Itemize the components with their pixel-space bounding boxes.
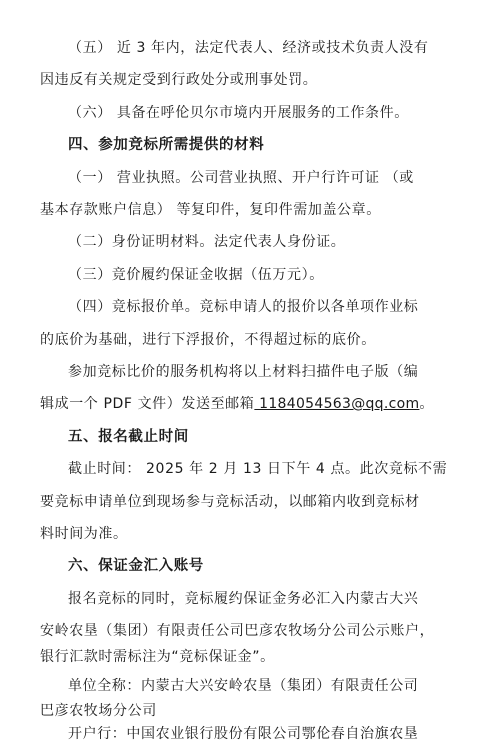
paragraph-line: （一） 营业执照。公司营业执照、开户行许可证 （或	[68, 170, 414, 186]
section-heading: 四、参加竞标所需提供的材料	[68, 137, 265, 153]
paragraph-line: 基本存款账户信息） 等复印件，复印件需加盖公章。	[40, 202, 381, 218]
paragraph-line: 因违反有关规定受到行政处分或刑事处罚。	[40, 72, 318, 88]
section-heading: 六、保证金汇入账号	[68, 558, 204, 574]
paragraph-line: 开户行：中国农业银行股份有限公司鄂伦春自治旗农垦	[68, 726, 419, 742]
paragraph-line: 的底价为基础，进行下浮报价，不得超过标的底价。	[40, 332, 376, 348]
paragraph-line: 参加竞标比价的服务机构将以上材料扫描件电子版（编	[68, 364, 419, 380]
paragraph-text: 。	[419, 396, 435, 412]
paragraph-line: 截止时间： 2025 年 2 月 13 日下午 4 点。此次竞标不需	[68, 461, 448, 477]
paragraph-line: 安岭农垦（集团）有限责任公司巴彦农牧场分公司公示账户，	[40, 623, 435, 639]
paragraph-line: （二）身份证明材料。法定代表人身份证。	[68, 234, 346, 250]
paragraph-line: （三）竞价履约保证金收据（伍万元）。	[68, 267, 324, 283]
paragraph-text: 辑成一个 PDF 文件）发送至邮箱	[40, 396, 255, 412]
paragraph-line: （四）竞标报价单。竞标申请人的报价以各单项作业标	[68, 299, 419, 315]
paragraph-line: 单位全称：内蒙古大兴安岭农垦（集团）有限责任公司	[68, 678, 419, 694]
paragraph-line: 要竞标申请单位到现场参与竞标活动，以邮箱内收到竞标材	[40, 494, 420, 510]
paragraph-line	[40, 394, 440, 414]
section-heading: 五、报名截止时间	[68, 429, 189, 445]
paragraph-line: （五） 近 3 年内，法定代表人、经济或技术负责人没有	[68, 40, 429, 56]
email-link[interactable]: 1184054563@qq.com	[254, 396, 420, 412]
paragraph-line: 银行汇款时需标注为“竞标保证金”。	[40, 649, 275, 665]
paragraph-line: 报名竞标的同时，竞标履约保证金务必汇入内蒙古大兴	[68, 591, 419, 607]
paragraph-line: 料时间为准。	[40, 526, 128, 542]
paragraph-line: （六） 具备在呼伦贝尔市境内开展服务的工作条件。	[68, 105, 409, 121]
paragraph-line: 巴彦农牧场分公司	[40, 703, 157, 719]
